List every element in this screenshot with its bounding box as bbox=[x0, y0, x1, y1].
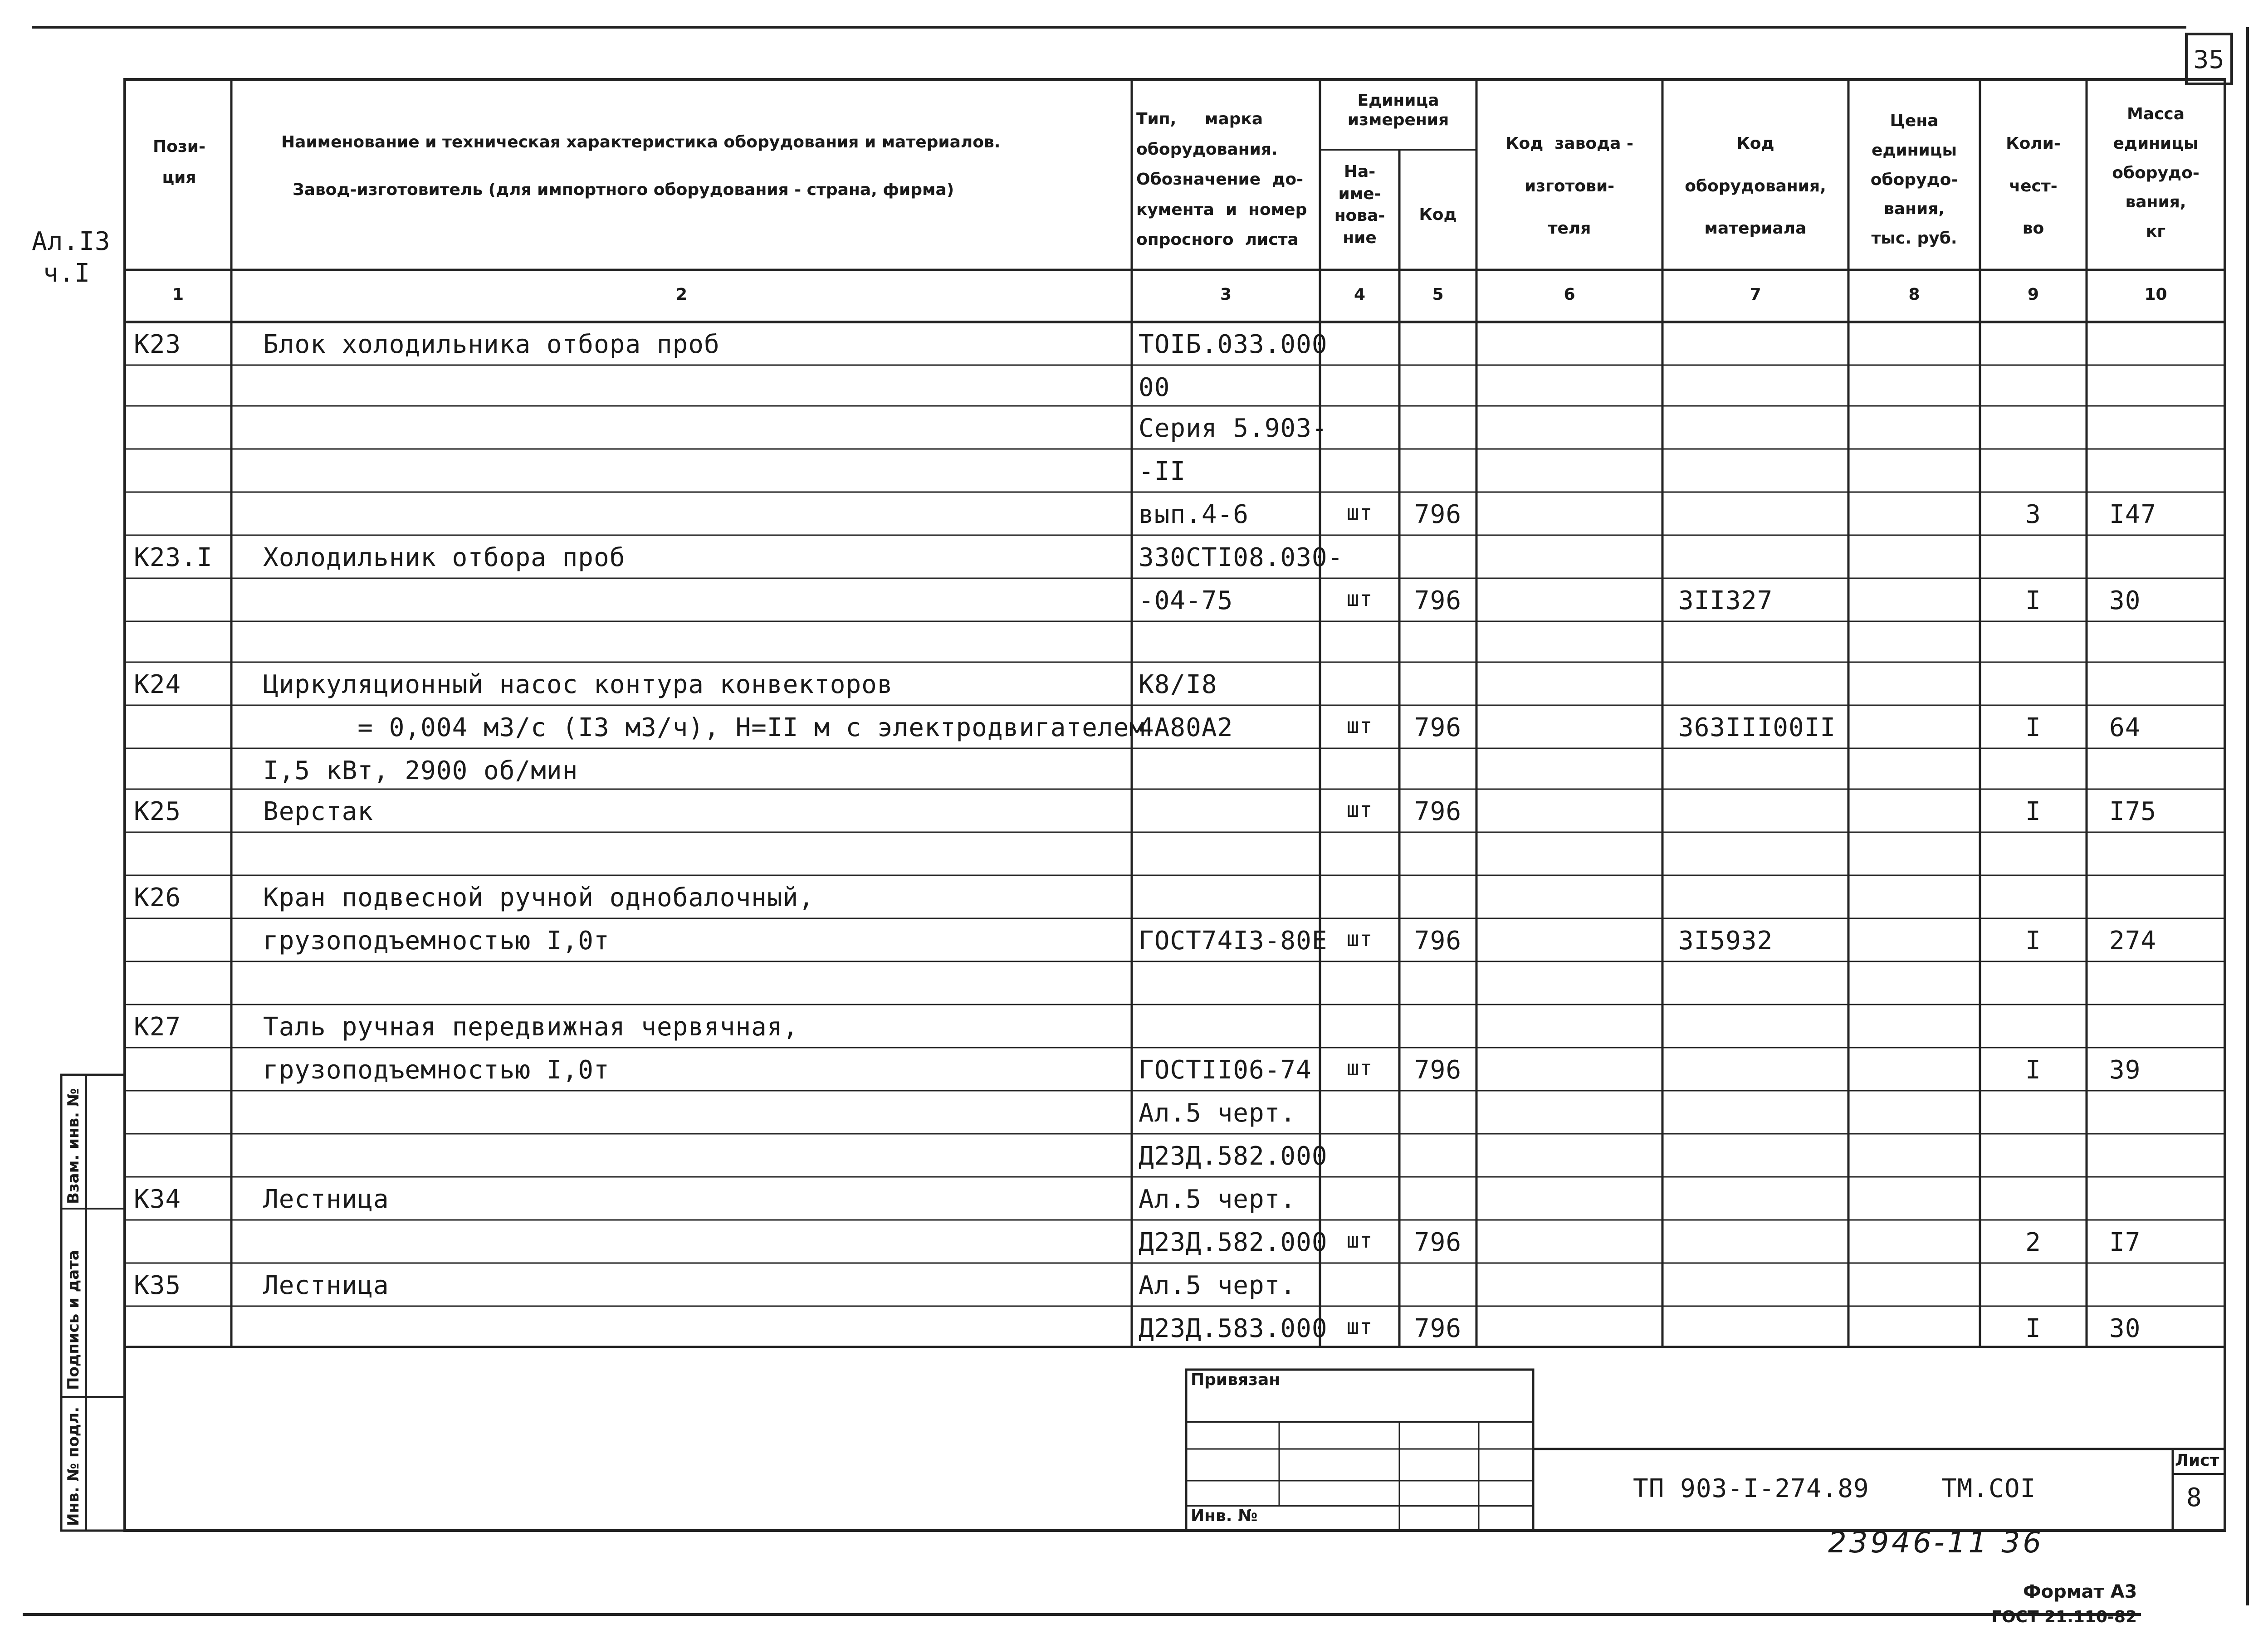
cell-position: К34 bbox=[134, 1185, 181, 1214]
archive-number: 23946-11 36 bbox=[1828, 1526, 2044, 1560]
sheet-number: 8 bbox=[2186, 1483, 2202, 1512]
cell-name: Блок холодильника отбора проб bbox=[263, 330, 720, 359]
cell-name: I,5 кВт, 2900 об/мин bbox=[263, 756, 578, 785]
cell-name: Холодильник отбора проб bbox=[263, 543, 626, 572]
cell-document: Серия 5.903- bbox=[1139, 414, 1328, 443]
cell-unit: шт bbox=[1346, 1056, 1373, 1080]
stamp-inv-podl: Инв. № подл. bbox=[64, 1406, 83, 1526]
album-part: ч.I bbox=[43, 259, 91, 288]
column-number: 6 bbox=[1564, 285, 1575, 304]
header-equipment-code: Код оборудования, материала bbox=[1685, 134, 1826, 238]
cell-name: Таль ручная передвижная червячная, bbox=[263, 1012, 799, 1042]
cell-quantity: 2 bbox=[2025, 1228, 2041, 1257]
cell-mass: 274 bbox=[2109, 926, 2157, 956]
column-number: 7 bbox=[1750, 285, 1761, 304]
header-factory-code: Код завода - изготови- теля bbox=[1505, 134, 1633, 238]
cell-document: ГОСТII06-74 bbox=[1139, 1055, 1312, 1085]
cell-unit-code: 796 bbox=[1414, 797, 1462, 826]
cell-unit: шт bbox=[1346, 927, 1373, 951]
cell-equipment-code: 3II327 bbox=[1678, 586, 1773, 615]
header-unit-name: На- име- нова- ние bbox=[1334, 162, 1385, 247]
cell-quantity: I bbox=[2025, 713, 2041, 742]
cell-document: Ал.5 черт. bbox=[1139, 1098, 1296, 1128]
header-name-line2: Завод-изготовитель (для импортного оборудования - страна, фирма) bbox=[293, 180, 954, 199]
document-mark: ТМ.СОI bbox=[1941, 1474, 2036, 1503]
format-label: Формат А3 bbox=[2023, 1581, 2137, 1602]
cell-unit: шт bbox=[1346, 586, 1373, 611]
cell-name: Циркуляционный насос контура конвекторов bbox=[263, 670, 893, 699]
column-number: 8 bbox=[1908, 285, 1920, 304]
cell-unit-code: 796 bbox=[1414, 1314, 1462, 1343]
cell-unit: шт bbox=[1346, 713, 1373, 738]
cell-unit-code: 796 bbox=[1414, 500, 1462, 529]
stamp-podpis: Подпись и дата bbox=[64, 1250, 83, 1390]
stamp-vzam: Взам. инв. № bbox=[64, 1088, 83, 1204]
cell-unit: шт bbox=[1346, 500, 1373, 525]
cell-unit-code: 796 bbox=[1414, 1228, 1462, 1257]
cell-position: К26 bbox=[134, 883, 181, 912]
column-number: 3 bbox=[1220, 285, 1232, 304]
album-ref: Ал.I3 bbox=[32, 227, 111, 256]
cell-mass: I47 bbox=[2109, 500, 2157, 529]
cell-quantity: I bbox=[2025, 797, 2041, 826]
cell-document: 4А80А2 bbox=[1139, 713, 1233, 742]
cell-document: 330СТI08.030- bbox=[1139, 543, 1344, 572]
cell-mass: 30 bbox=[2109, 1314, 2141, 1343]
cell-quantity: I bbox=[2025, 586, 2041, 615]
column-number: 2 bbox=[675, 285, 688, 304]
cell-quantity: 3 bbox=[2025, 500, 2041, 529]
cell-equipment-code: 3I5932 bbox=[1678, 926, 1773, 956]
sheet-label: Лист bbox=[2175, 1451, 2219, 1470]
cell-document: вып.4-6 bbox=[1139, 500, 1249, 529]
header-position: Пози- ция bbox=[153, 137, 205, 187]
cell-unit-code: 796 bbox=[1414, 1055, 1462, 1085]
cell-document: 00 bbox=[1139, 373, 1170, 402]
column-number: 5 bbox=[1432, 285, 1444, 304]
cell-position: К23.I bbox=[134, 543, 213, 572]
cell-name: грузоподъемностью I,0т bbox=[263, 926, 610, 956]
cell-name: Лестница bbox=[263, 1185, 389, 1214]
page-number: 35 bbox=[2193, 45, 2224, 74]
column-number: 9 bbox=[2027, 285, 2039, 304]
cell-equipment-code: 363III00II bbox=[1678, 713, 1836, 742]
header-unit: Единица измерения bbox=[1347, 91, 1449, 130]
cell-name: Лестница bbox=[263, 1271, 389, 1300]
cell-position: К27 bbox=[134, 1012, 181, 1042]
cell-name: грузоподъемностью I,0т bbox=[263, 1055, 610, 1085]
cell-mass: 30 bbox=[2109, 586, 2141, 615]
cell-unit: шт bbox=[1346, 797, 1373, 822]
cell-unit-code: 796 bbox=[1414, 926, 1462, 956]
cell-name: Верстак bbox=[263, 797, 374, 826]
cell-document: К8/I8 bbox=[1139, 670, 1217, 699]
cell-unit: шт bbox=[1346, 1314, 1373, 1339]
cell-document: Ал.5 черт. bbox=[1139, 1185, 1296, 1214]
cell-document: Д23Д.582.000 bbox=[1139, 1141, 1328, 1171]
column-number: 1 bbox=[172, 285, 184, 304]
gost-label: ГОСТ 21.110-82 bbox=[1991, 1608, 2137, 1626]
cell-document: ТОIБ.033.000 bbox=[1139, 330, 1328, 359]
cell-name: Кран подвесной ручной однобалочный, bbox=[263, 883, 815, 912]
cell-position: К24 bbox=[134, 670, 181, 699]
cell-mass: I7 bbox=[2109, 1228, 2141, 1257]
cell-mass: 39 bbox=[2109, 1055, 2141, 1085]
cell-position: К23 bbox=[134, 330, 181, 359]
header-mass: Масса единицы оборудо- вания, кг bbox=[2112, 105, 2200, 241]
cell-mass: I75 bbox=[2109, 797, 2157, 826]
header-price: Цена единицы оборудо- вания, тыс. руб. bbox=[1870, 112, 1958, 248]
cell-document: Ал.5 черт. bbox=[1139, 1271, 1296, 1300]
header-name-line1: Наименование и техническая характеристика оборудования и материалов. bbox=[281, 133, 1001, 151]
column-number: 4 bbox=[1354, 285, 1366, 304]
stamp-inv-no: Инв. № bbox=[1191, 1507, 1258, 1525]
cell-document: ГОСТ74I3-80Е bbox=[1139, 926, 1328, 956]
cell-quantity: I bbox=[2025, 926, 2041, 956]
cell-document: Д23Д.582.000 bbox=[1139, 1228, 1328, 1257]
header-quantity: Коли- чест- во bbox=[2006, 134, 2061, 238]
cell-name: = 0,004 м3/с (I3 м3/ч), Н=II м с электродвигателем bbox=[263, 713, 1145, 742]
cell-position: К35 bbox=[134, 1271, 181, 1300]
header-unit-code: Код bbox=[1419, 205, 1457, 224]
cell-quantity: I bbox=[2025, 1055, 2041, 1085]
cell-position: К25 bbox=[134, 797, 181, 826]
stamp-privyazan: Привязан bbox=[1191, 1371, 1281, 1389]
column-number: 10 bbox=[2144, 285, 2167, 304]
cell-quantity: I bbox=[2025, 1314, 2041, 1343]
document-designation: ТП 903-I-274.89 bbox=[1633, 1474, 1869, 1503]
cell-document: -04-75 bbox=[1139, 586, 1233, 615]
cell-document: -II bbox=[1139, 457, 1186, 486]
cell-document: Д23Д.583.000 bbox=[1139, 1314, 1328, 1343]
header-type: Тип, марка оборудования. Обозначение до- кумента и номер опросного листа bbox=[1136, 110, 1307, 249]
cell-mass: 64 bbox=[2109, 713, 2141, 742]
cell-unit-code: 796 bbox=[1414, 713, 1462, 742]
cell-unit: шт bbox=[1346, 1228, 1373, 1253]
cell-unit-code: 796 bbox=[1414, 586, 1462, 615]
